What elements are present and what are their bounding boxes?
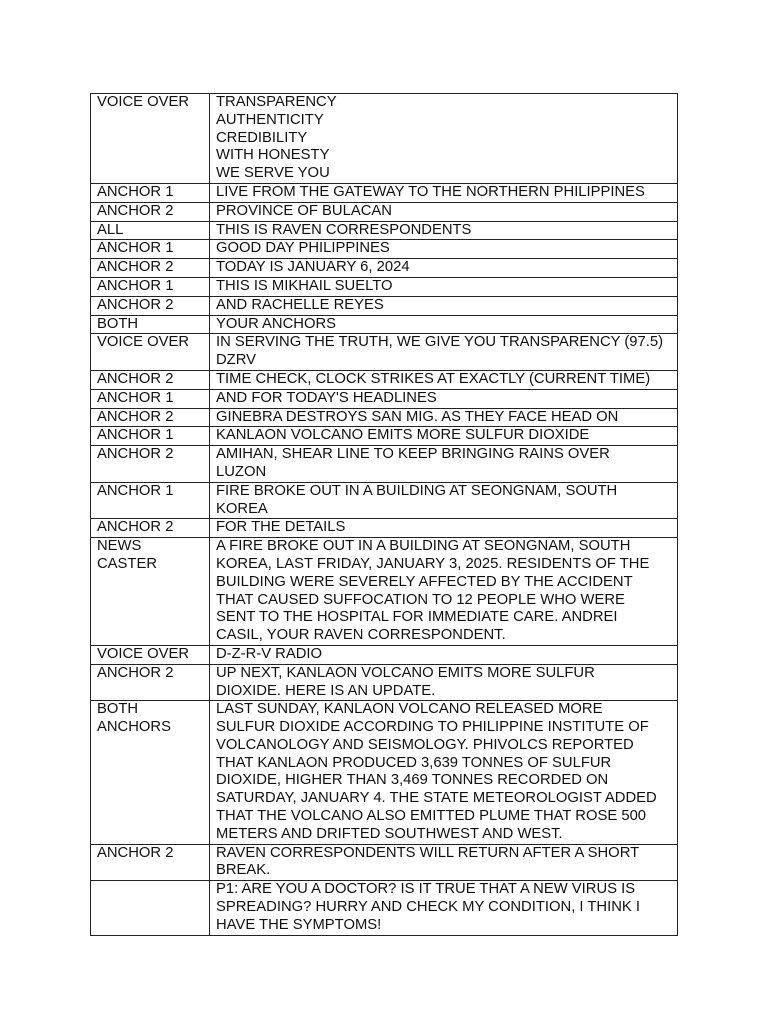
script-row [91, 645, 678, 664]
script-line-text: LIVE FROM THE GATEWAY TO THE NORTHERN PHILIPPINES [216, 183, 645, 200]
script-line-text: WITH HONESTY [216, 147, 330, 164]
speaker-cell [91, 240, 210, 259]
script-line-text: DIOXIDE, HIGHER THAN 3,469 TONNES RECORDED ON [216, 772, 609, 789]
speaker-cell [91, 202, 210, 221]
speaker-cell [91, 315, 210, 334]
script-line-text: PROVINCE OF BULACAN [216, 202, 392, 219]
speaker-cell [91, 259, 210, 278]
speaker-label: ANCHORS [97, 719, 171, 736]
script-line-cell [210, 334, 678, 371]
script-line-cell [210, 315, 678, 334]
speaker-cell [91, 389, 210, 408]
script-line-text: THIS IS MIKHAIL SUELTO [216, 277, 393, 294]
script-line-cell [210, 183, 678, 202]
speaker-cell [91, 519, 210, 538]
script-line-cell [210, 427, 678, 446]
speaker-label: ALL [97, 221, 124, 238]
speaker-cell [91, 538, 210, 646]
speaker-cell [91, 370, 210, 389]
speaker-label: VOICE OVER [97, 645, 190, 662]
script-line-cell [210, 94, 678, 184]
speaker-cell [91, 645, 210, 664]
speaker-cell [91, 94, 210, 184]
script-line-cell [210, 519, 678, 538]
speaker-cell [91, 701, 210, 844]
speaker-cell [91, 277, 210, 296]
script-line-text: TIME CHECK, CLOCK STRIKES AT EXACTLY (CURRENT TIME) [216, 370, 651, 387]
script-row [91, 701, 678, 844]
script-line-text: TRANSPARENCY [216, 94, 337, 110]
script-line-cell [210, 408, 678, 427]
script-row [91, 538, 678, 646]
script-table [90, 93, 678, 936]
script-row [91, 277, 678, 296]
speaker-cell [91, 183, 210, 202]
script-line-text: CREDIBILITY [216, 129, 308, 146]
script-row [91, 427, 678, 446]
speaker-cell [91, 446, 210, 483]
script-line-text: WE SERVE YOU [216, 165, 330, 182]
script-line-text: GOOD DAY PHILIPPINES [216, 240, 390, 257]
script-line-text: BUILDING WERE SEVERELY AFFECTED BY THE ACCIDENT [216, 573, 633, 590]
script-line-text: SATURDAY, JANUARY 4. THE STATE METEOROLOGIST ADDED [216, 790, 657, 807]
script-line-text: AND FOR TODAY'S HEADLINES [216, 389, 437, 406]
speaker-cell [91, 334, 210, 371]
script-row [91, 389, 678, 408]
speaker-label: ANCHOR 2 [97, 519, 174, 536]
speaker-cell [91, 427, 210, 446]
speaker-label: ANCHOR 1 [97, 183, 174, 200]
script-line-cell [210, 538, 678, 646]
script-line-cell [210, 296, 678, 315]
script-line-cell [210, 482, 678, 519]
speaker-label: ANCHOR 2 [97, 259, 174, 276]
speaker-cell [91, 482, 210, 519]
script-row [91, 446, 678, 483]
script-row [91, 844, 678, 881]
speaker-cell [91, 296, 210, 315]
script-line-text: AUTHENTICITY [216, 111, 324, 128]
speaker-label: ANCHOR 2 [97, 370, 174, 387]
script-row [91, 482, 678, 519]
speaker-label: ANCHOR 2 [97, 446, 174, 463]
script-line-text: YOUR ANCHORS [216, 315, 337, 332]
script-row [91, 664, 678, 701]
speaker-label: BOTH [97, 315, 139, 332]
script-line-text: SULFUR DIOXIDE ACCORDING TO PHILIPPINE INSTITUTE OF [216, 719, 649, 736]
script-line-text: IN SERVING THE TRUTH, WE GIVE YOU TRANSPARENCY (97.5) [216, 334, 664, 351]
script-line-text: KOREA [216, 500, 268, 517]
script-row [91, 408, 678, 427]
script-line-cell [210, 701, 678, 844]
script-line-text: THAT KANLAON PRODUCED 3,639 TONNES OF SULFUR [216, 754, 612, 771]
script-row [91, 94, 678, 184]
script-line-text: UP NEXT, KANLAON VOLCANO EMITS MORE SULFUR [216, 664, 595, 681]
script-line-cell [210, 370, 678, 389]
script-line-text: DZRV [216, 352, 257, 369]
script-line-text: D-Z-R-V RADIO [216, 645, 323, 662]
script-row [91, 881, 678, 935]
speaker-label: NEWS [97, 538, 142, 555]
script-line-text: BREAK. [216, 862, 271, 879]
script-line-cell [210, 881, 678, 935]
script-line-cell [210, 259, 678, 278]
script-line-cell [210, 664, 678, 701]
speaker-label: ANCHOR 2 [97, 296, 174, 313]
speaker-label: ANCHOR 1 [97, 482, 174, 499]
script-line-text: GINEBRA DESTROYS SAN MIG. AS THEY FACE HEAD ON [216, 408, 619, 425]
script-line-text: A FIRE BROKE OUT IN A BUILDING AT SEONGNAM, SOUTH [216, 538, 631, 555]
speaker-label: ANCHOR 1 [97, 427, 174, 444]
script-line-cell [210, 277, 678, 296]
speaker-cell [91, 221, 210, 240]
script-row [91, 315, 678, 334]
script-line-text: FIRE BROKE OUT IN A BUILDING AT SEONGNAM, SOUTH [216, 482, 618, 499]
script-line-text: KOREA, LAST FRIDAY, JANUARY 3, 2025. RESIDENTS OF THE [216, 555, 650, 572]
script-row [91, 334, 678, 371]
speaker-label: VOICE OVER [97, 334, 190, 351]
script-table-body [91, 94, 678, 936]
script-line-text: RAVEN CORRESPONDENTS WILL RETURN AFTER A SHORT [216, 844, 640, 861]
script-row [91, 370, 678, 389]
script-line-text: LAST SUNDAY, KANLAON VOLCANO RELEASED MORE [216, 701, 603, 718]
speaker-cell [91, 844, 210, 881]
speaker-cell [91, 881, 210, 935]
script-line-text: THIS IS RAVEN CORRESPONDENTS [216, 221, 472, 238]
speaker-label: ANCHOR 2 [97, 664, 174, 681]
script-line-cell [210, 221, 678, 240]
speaker-cell [91, 408, 210, 427]
script-line-text: THAT CAUSED SUFFOCATION TO 12 PEOPLE WHO WERE [216, 591, 625, 608]
script-line-text: AMIHAN, SHEAR LINE TO KEEP BRINGING RAINS OVER [216, 446, 610, 463]
script-line-text: HAVE THE SYMPTOMS! [216, 916, 382, 933]
script-line-text: TODAY IS JANUARY 6, 2024 [216, 259, 410, 276]
script-line-cell [210, 844, 678, 881]
speaker-label: ANCHOR 1 [97, 240, 174, 257]
script-line-text: DIOXIDE. HERE IS AN UPDATE. [216, 682, 436, 699]
script-line-text: AND RACHELLE REYES [216, 296, 384, 313]
script-line-text: THAT THE VOLCANO ALSO EMITTED PLUME THAT ROSE 500 [216, 808, 647, 825]
script-line-text: LUZON [216, 463, 267, 480]
script-line-text: VOLCANOLOGY AND SEISMOLOGY. PHIVOLCS REPORTED [216, 736, 634, 753]
speaker-label: ANCHOR 2 [97, 202, 174, 219]
script-line-text: FOR THE DETAILS [216, 519, 346, 536]
script-line-text: KANLAON VOLCANO EMITS MORE SULFUR DIOXIDE [216, 427, 590, 444]
script-line-text: METERS AND DRIFTED SOUTHWEST AND WEST. [216, 825, 563, 842]
script-line-text: SPREADING? HURRY AND CHECK MY CONDITION, I THINK I [216, 899, 640, 916]
speaker-label: ANCHOR 2 [97, 408, 174, 425]
script-row [91, 183, 678, 202]
speaker-label: VOICE OVER [97, 94, 190, 110]
speaker-label: ANCHOR 1 [97, 277, 174, 294]
speaker-label: BOTH [97, 701, 139, 718]
script-line-cell [210, 389, 678, 408]
script-line-text: SENT TO THE HOSPITAL FOR IMMEDIATE CARE. ANDREI [216, 609, 618, 626]
script-line-cell [210, 202, 678, 221]
speaker-label: ANCHOR 2 [97, 844, 174, 861]
script-row [91, 240, 678, 259]
script-row [91, 519, 678, 538]
speaker-label: ANCHOR 1 [97, 389, 174, 406]
document-page [90, 93, 678, 936]
script-row [91, 259, 678, 278]
script-row [91, 221, 678, 240]
script-line-text: CASIL, YOUR RAVEN CORRESPONDENT. [216, 627, 506, 644]
script-line-cell [210, 645, 678, 664]
script-line-cell [210, 446, 678, 483]
speaker-cell [91, 664, 210, 701]
script-line-cell [210, 240, 678, 259]
script-line-text: P1: ARE YOU A DOCTOR? IS IT TRUE THAT A NEW VIRUS IS [216, 881, 636, 898]
script-row [91, 202, 678, 221]
speaker-label: CASTER [97, 555, 158, 572]
script-row [91, 296, 678, 315]
